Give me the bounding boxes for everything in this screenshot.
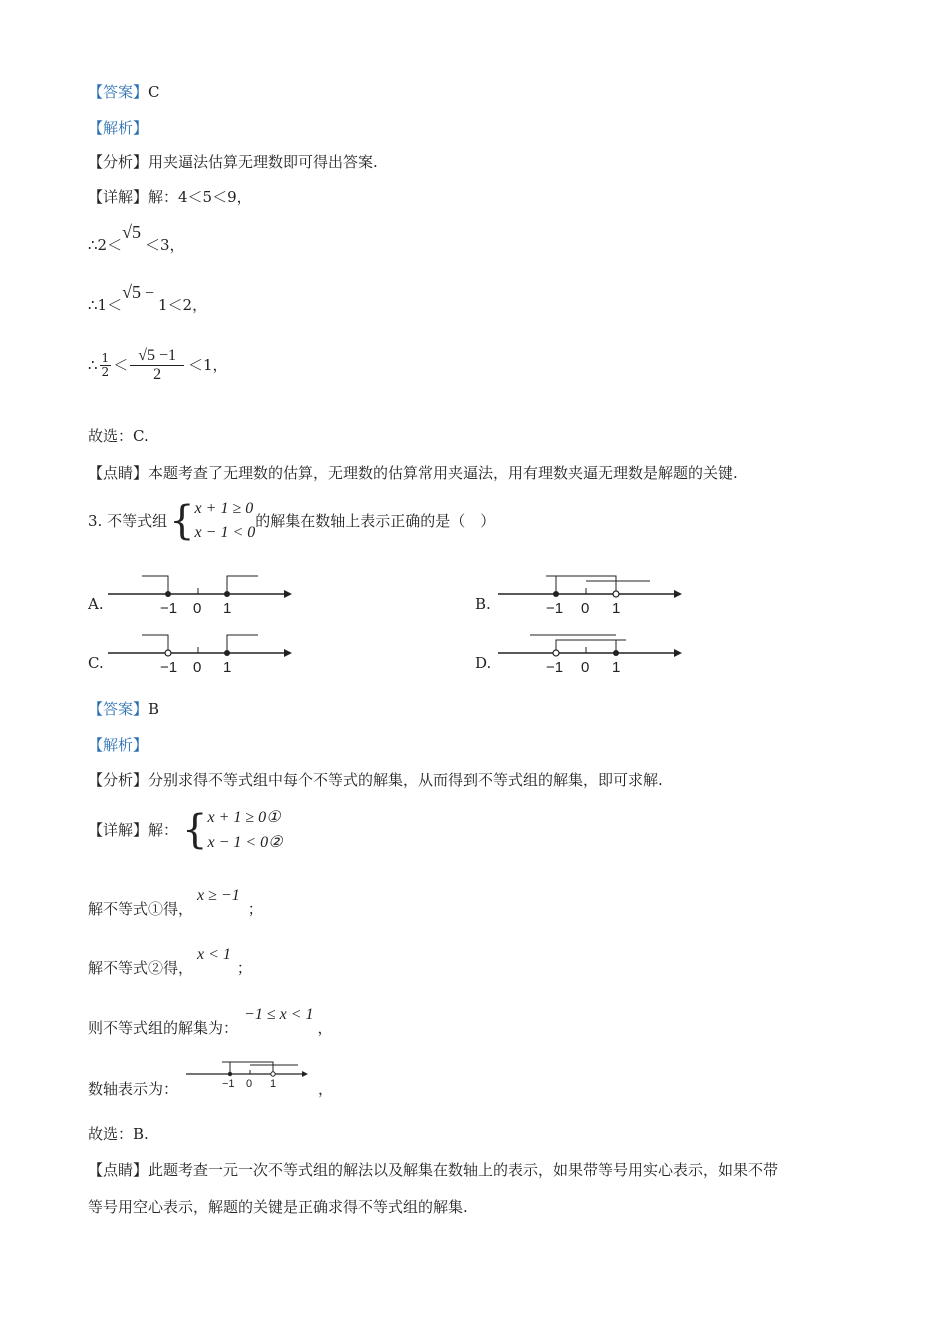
system-line-1: x + 1 ≥ 0① — [207, 809, 281, 826]
solve2-suffix: ； — [236, 959, 252, 977]
tick-label: 1 — [223, 659, 232, 676]
tick-label: 0 — [193, 659, 202, 676]
option-c-label: C. — [88, 654, 104, 672]
step2-suffix: 1＜2， — [158, 296, 208, 314]
arrow-icon — [674, 649, 682, 657]
half-numerator: 1 — [101, 350, 110, 365]
xiangjie-tag: 【详解】 — [88, 188, 149, 206]
tick-label: −1 — [546, 600, 564, 617]
solve2-math: x < 1 — [197, 946, 231, 963]
fenxi-line-2 — [88, 770, 663, 790]
solve-line-2 — [88, 944, 252, 980]
step2-minus: − — [144, 285, 155, 302]
solve1-math: x ≥ −1 — [197, 887, 240, 904]
system-line-2: x − 1 < 0 — [194, 524, 256, 541]
step1-prefix: ∴2＜ — [88, 236, 123, 254]
dianjing-line-2 — [88, 1160, 778, 1180]
option-a-label: A. — [88, 595, 104, 613]
option-d-label: D. — [475, 654, 492, 672]
option-b-number-line — [498, 570, 688, 620]
answer-tag: 【答案】 — [88, 700, 149, 718]
dianjing-text-1: 此题考查一元一次不等式组的解法以及解集在数轴上的表示，如果带等号用实心表示，如果不带 — [148, 1161, 779, 1179]
solve-line-1 — [88, 885, 263, 921]
tick-label: −1 — [222, 1078, 235, 1090]
system-brace-icon: { — [182, 807, 208, 853]
system-line-2: x − 1 < 0② — [207, 834, 283, 851]
question-prefix: 3. 不等式组 — [88, 512, 168, 530]
solve-line-4 — [88, 1079, 178, 1099]
system-lines — [207, 805, 282, 855]
tick-label: −1 — [546, 659, 564, 676]
solution-number-line — [186, 1056, 316, 1092]
system-line-1: x + 1 ≥ 0 — [194, 500, 254, 517]
xiangjie-line-2 — [88, 802, 283, 858]
xiangjie-tag: 【详解】 — [88, 821, 149, 839]
tick-label: 1 — [612, 659, 621, 676]
dianjing-tag: 【点睛】 — [88, 1161, 149, 1179]
tick-label: −1 — [160, 659, 178, 676]
half-denominator: 2 — [101, 364, 110, 379]
tick-label: 0 — [246, 1078, 253, 1090]
tick-label: 0 — [581, 659, 590, 676]
answer-tag: 【答案】 — [88, 83, 149, 101]
solve4-suffix: ， — [318, 1080, 334, 1098]
dianjing-text: 本题考查了无理数的估算，无理数的估算常用夹逼法，用有理数夹逼无理数是解题的关键. — [148, 464, 738, 482]
option-d-number-line — [498, 629, 688, 679]
guxuan-1: 故选：C. — [88, 427, 149, 445]
main-numerator: √5 −1 — [130, 347, 184, 366]
tick-label: 1 — [270, 1078, 277, 1090]
arrow-icon — [284, 590, 292, 598]
analysis-tag-2: 【解析】 — [88, 736, 149, 754]
answer-line-2 — [88, 699, 159, 719]
step1-suffix: ＜3， — [144, 236, 185, 254]
arrow-icon — [674, 590, 682, 598]
arrow-icon — [284, 649, 292, 657]
option-a-number-line — [108, 570, 298, 620]
fenxi-tag: 【分析】 — [88, 771, 149, 789]
fenxi-line-1 — [88, 152, 378, 172]
guxuan-2: 故选：B. — [88, 1125, 149, 1143]
step2-prefix: ∴1＜ — [88, 296, 123, 314]
step2-sqrt: √5 — [122, 282, 141, 302]
step-3 — [88, 340, 228, 390]
solve3-math: −1 ≤ x < 1 — [244, 1006, 314, 1023]
main-denominator: 2 — [153, 365, 162, 383]
step1-sqrt: √5 — [122, 222, 141, 242]
dianjing-line-1 — [88, 463, 738, 483]
solve1-suffix: ； — [247, 900, 263, 918]
step-1 — [88, 222, 185, 258]
solve3-suffix: ， — [317, 1019, 333, 1037]
tick-label: 1 — [223, 600, 232, 617]
arrow-icon — [302, 1071, 308, 1077]
xiangjie-line-1 — [88, 187, 252, 207]
fenxi-text: 用夹逼法估算无理数即可得出答案. — [148, 153, 378, 171]
answer-value: B — [148, 700, 160, 718]
fenxi-text: 分别求得不等式组中每个不等式的解集，从而得到不等式组的解集，即可求解. — [148, 771, 663, 789]
dianjing-text-2: 等号用空心表示，解题的关键是正确求得不等式组的解集. — [88, 1198, 468, 1216]
tick-label: 0 — [193, 600, 202, 617]
half-fraction — [100, 352, 112, 379]
tick-label: 1 — [612, 600, 621, 617]
solve1-text: 解不等式①得， — [88, 900, 194, 918]
xiangjie-text: 解： — [148, 821, 179, 839]
xiangjie-text: 解：4＜5＜9， — [148, 188, 252, 206]
step-2 — [88, 282, 207, 318]
answer-line-1 — [88, 82, 160, 102]
analysis-tag-1: 【解析】 — [88, 119, 149, 137]
question-suffix: 的解集在数轴上表示正确的是（ ） — [255, 512, 496, 530]
answer-value: C — [148, 83, 160, 101]
system-brace-icon: { — [169, 498, 195, 544]
solve4-text: 数轴表示为： — [88, 1080, 179, 1098]
step3-lt: ＜ — [113, 356, 129, 374]
solve-line-3 — [88, 1004, 333, 1040]
option-b-label: B. — [475, 595, 491, 613]
option-c-number-line — [108, 629, 298, 679]
dianjing-tag: 【点睛】 — [88, 464, 149, 482]
fenxi-tag: 【分析】 — [88, 153, 149, 171]
system-lines — [195, 497, 256, 545]
tick-label: 0 — [581, 600, 590, 617]
question-3 — [88, 494, 495, 548]
solve2-text: 解不等式②得， — [88, 959, 194, 977]
solve3-text: 则不等式组的解集为： — [88, 1019, 239, 1037]
tick-label: −1 — [160, 600, 178, 617]
step3-prefix: ∴ — [88, 356, 98, 374]
main-fraction — [130, 347, 184, 384]
step3-suffix: ＜1， — [188, 356, 228, 374]
